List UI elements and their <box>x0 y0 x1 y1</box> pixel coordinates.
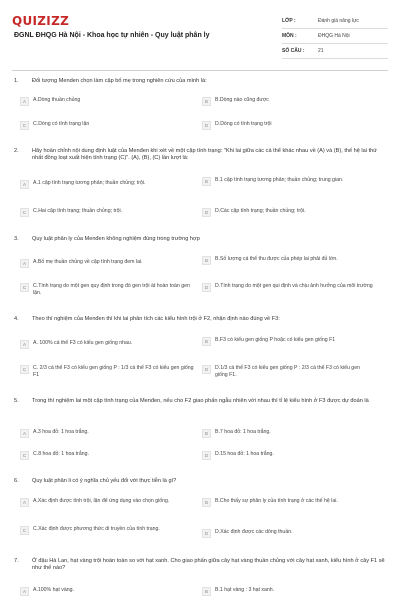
option-letter: B <box>202 498 211 507</box>
meta-table <box>282 14 388 59</box>
question-text: Trong thí nghiệm lai một cặp tính trạng của Menđen, nếu cho F2 giao phấn ngẫu nhiên với nhau thì tỉ lệ kiểu hình ở F3 được dự đoán là <box>32 398 369 404</box>
option-text: C.Hai cặp tính trạng; thuần chủng; trội. <box>33 208 123 214</box>
option-letter: A <box>20 97 29 106</box>
option-letter: B <box>202 587 211 596</box>
option-letter: C <box>20 526 29 535</box>
option-d[interactable] <box>202 450 374 466</box>
question-text: Quy luật phân li có ý nghĩa chủ yếu đối với thực tiễn là gì? <box>32 478 177 484</box>
option-a[interactable] <box>20 258 196 274</box>
option-text: A.1 cặp tính trạng tương phản; thuần chủng; trội. <box>33 180 146 186</box>
option-b[interactable] <box>202 428 374 444</box>
option-a[interactable] <box>20 497 196 513</box>
option-letter: B <box>202 337 211 346</box>
option-text: B.Cho thấy sự phân ly của tính trạng ở các thế hệ lai. <box>215 498 338 504</box>
meta-value: Đánh giá năng lực <box>318 18 359 24</box>
option-c[interactable] <box>20 282 196 298</box>
question-number: 1. <box>14 78 19 84</box>
option-text: C.8 hoa đỏ: 1 hoa trắng. <box>33 451 89 457</box>
question-1 <box>12 78 388 85</box>
option-text: A.Xác định được tính trội, lặn để ứng dụng vào chọn giống. <box>33 498 170 504</box>
option-letter: A <box>20 429 29 438</box>
meta-value: 21 <box>318 48 324 54</box>
option-d[interactable] <box>202 282 374 298</box>
option-a[interactable] <box>20 339 196 355</box>
option-c[interactable] <box>20 364 196 380</box>
option-letter: C <box>20 283 29 292</box>
question-number: 2. <box>14 148 19 154</box>
meta-row-subject <box>282 29 388 44</box>
option-c[interactable] <box>20 525 196 541</box>
page-title: ĐGNL ĐHQG Hà Nội - Khoa học tự nhiên - Quy luật phân ly <box>14 32 210 39</box>
option-letter: D <box>202 121 211 130</box>
question-number: 4. <box>14 316 19 322</box>
option-letter: C <box>20 365 29 374</box>
option-text: C.Dòng có tính trạng lặn <box>33 121 90 127</box>
question-text: Quy luật phân ly của Menđen không nghiệm đúng trong trường hợp <box>32 236 200 242</box>
question-number: 3. <box>14 236 19 242</box>
option-text: C.Tính trạng do một gen quy định trong đó gen trội át hoàn toàn gen lặn. <box>33 283 190 296</box>
option-b[interactable] <box>202 255 374 271</box>
option-d[interactable] <box>202 528 374 544</box>
question-text: Theo thí nghiệm của Menđen thì khi lai phân tích các kiểu hình trội ở F2, nhận định nào đúng về F3: <box>32 316 280 322</box>
option-text: A.100% hạt vàng. <box>33 587 74 593</box>
option-text: D.Các cặp tính trạng; thuần chủng; trội. <box>215 208 306 214</box>
question-5 <box>12 398 388 405</box>
option-d[interactable] <box>202 364 374 380</box>
option-text: B.Dòng nào cũng được <box>215 97 269 103</box>
option-text: D.15 hoa đỏ: 1 hoa trắng. <box>215 451 274 457</box>
option-b[interactable] <box>202 497 374 513</box>
option-text: A.Bố mẹ thuần chủng về cặp tính trạng đem lai. <box>33 259 143 265</box>
option-text: A.3 hoa đỏ: 1 hoa trắng. <box>33 429 89 435</box>
quizizz-logo <box>12 14 69 28</box>
option-letter: B <box>202 256 211 265</box>
option-text: B.7 hoa đỏ: 1 hoa trắng. <box>215 429 271 435</box>
option-text: D.Dòng có tính trạng trội <box>215 121 272 127</box>
option-letter: C <box>20 208 29 217</box>
option-text: C.Xác định được phương thức di truyền của tính trạng. <box>33 526 160 532</box>
option-text: A. 100% cá thể F3 có kiểu gen giống nhau. <box>33 340 133 346</box>
option-a[interactable] <box>20 586 196 600</box>
option-text: B.1 cặp tính trạng tương phản; thuần chủng; trung gian. <box>215 177 344 183</box>
question-text: Đối tượng Menden chọn làm cặp bố mẹ trong nghiên cứu của mình là: <box>32 78 207 84</box>
meta-value: ĐHQG Hà Nội <box>318 33 350 39</box>
option-text: B.F3 có kiểu gen giống P hoặc có kiểu gen giống F1 <box>215 337 336 343</box>
option-c[interactable] <box>20 207 196 223</box>
option-c[interactable] <box>20 450 196 466</box>
option-b[interactable] <box>202 586 374 600</box>
option-b[interactable] <box>202 336 374 352</box>
question-number: 6. <box>14 478 19 484</box>
option-letter: B <box>202 177 211 186</box>
option-text: D.Xác định được các dòng thuần. <box>215 529 293 535</box>
question-text: Hãy hoàn chỉnh nội dung định luật của Menđen khi xét về một cặp tính trạng: "Khi lai giữa các cá thể khác nhau về (A) và (B), thế hệ lai thứ nhất đồng loạt xuất hiện tính trạng (C)". (A), (B), (C) lần lượt là: <box>32 148 377 162</box>
option-b[interactable] <box>202 96 374 112</box>
option-letter: D <box>202 529 211 538</box>
option-letter: A <box>20 340 29 349</box>
question-4 <box>12 316 388 323</box>
option-letter: A <box>20 587 29 596</box>
meta-row-count <box>282 44 388 59</box>
option-letter: C <box>20 121 29 130</box>
option-letter: C <box>20 451 29 460</box>
option-letter: D <box>202 451 211 460</box>
option-d[interactable] <box>202 120 374 136</box>
option-text: C. 2/3 cá thể F3 có kiểu gen giống P : 1/3 cá thể F3 có kiểu gen giống F1 <box>33 365 194 378</box>
option-text: A.Dòng thuần chủng <box>33 97 81 103</box>
meta-row-class <box>282 14 388 29</box>
meta-key: SỐ CÂU : <box>282 48 305 54</box>
option-letter: A <box>20 259 29 268</box>
meta-key: LỚP : <box>282 18 296 24</box>
option-letter: B <box>202 429 211 438</box>
question-number: 7. <box>14 558 19 564</box>
option-text: B.Số lượng cá thể thu được của phép lai phải đủ lớn. <box>215 256 338 262</box>
option-letter: D <box>202 283 211 292</box>
option-letter: D <box>202 208 211 217</box>
question-3 <box>12 236 388 243</box>
logo-text: QUIZIZZ <box>12 14 70 28</box>
option-a[interactable] <box>20 428 196 444</box>
option-letter: A <box>20 498 29 507</box>
option-letter: A <box>20 180 29 189</box>
question-text: Ở đậu Hà Lan, hạt vàng trội hoàn toàn so với hạt xanh. Cho giao phấn giữa cây hạt vàng thuần chủng với cây hạt xanh, kiểu hình ở cây F1 sẽ như thế nào? <box>32 558 385 572</box>
option-d[interactable] <box>202 207 374 223</box>
option-text: D.1/3 cá thể F3 có kiểu gen giống P : 2/3 cá thể F3 có kiểu gen giống F1. <box>215 365 360 378</box>
question-6 <box>12 478 388 485</box>
option-b[interactable] <box>202 176 374 192</box>
option-c[interactable] <box>20 120 196 136</box>
option-a[interactable] <box>20 179 196 195</box>
option-letter: B <box>202 97 211 106</box>
option-text: B.1 hạt vàng : 3 hạt xanh. <box>215 587 275 593</box>
option-letter: D <box>202 365 211 374</box>
option-text: D.Tính trạng do một gen qui định và chịu ảnh hưởng của môi trường <box>215 283 373 289</box>
question-number: 5. <box>14 398 19 404</box>
option-a[interactable] <box>20 96 196 112</box>
question-7 <box>12 558 388 572</box>
question-2 <box>12 148 388 162</box>
header-divider <box>12 70 388 71</box>
meta-key: MÔN : <box>282 33 297 39</box>
